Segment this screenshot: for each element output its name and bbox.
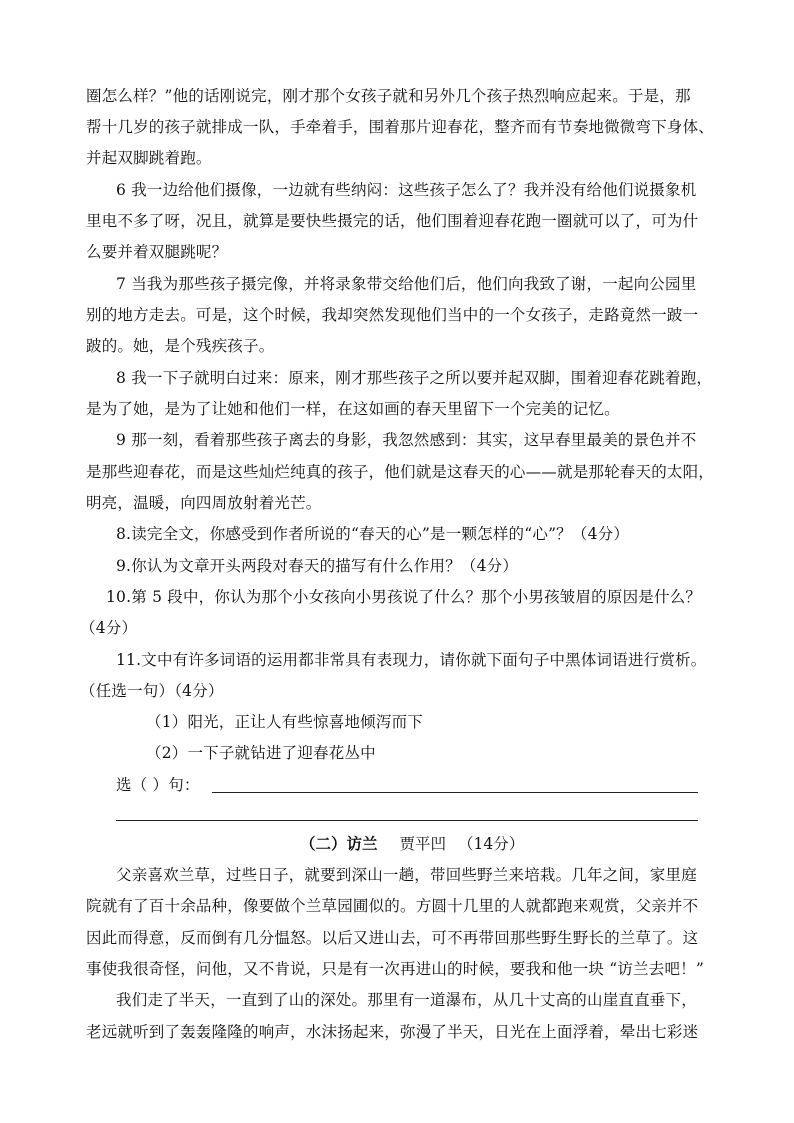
passage-line: 是那些迎春花，而是这些灿烂纯真的孩子，他们就是这春天的心——就是那轮春天的太阳， [86,463,715,481]
section-two-score: （14分） [458,835,525,853]
paragraph-6-start: 6 我一边给他们摄像，一边就有些纳闷：这些孩子怎么了？我并没有给他们说摄象机 [116,181,697,199]
paragraph-9-start: 9 那一刻，看着那些孩子离去的身影，我忽然感到：其实，这早春里最美的景色并不 [116,431,697,449]
question-9: 9.你认为文章开头两段对春天的描写有什么作用？（4分） [116,557,519,575]
passage-two-line: 院就有了百十余品种，像要做个兰草园圃似的。方圆十几里的人就都跑来观赏，父亲并不 [86,897,699,915]
answer-blank-line-2[interactable] [116,820,698,821]
question-8: 8.读完全文，你感受到作者所说的“春天的心”是一颗怎样的“心”？（4分） [116,525,630,543]
answer-prompt: 选（ ）句： [116,776,200,794]
passage-line: 别的地方走去。可是，这个时候，我却突然发现他们当中的一个女孩子，走路竟然一跛一 [86,306,699,324]
passage-line: 是为了她，是为了让她和他们一样，在这如画的春天里留下一个完美的记忆。 [86,400,620,418]
passage-line: 跛的。她，是个残疾孩子。 [86,337,275,355]
question-11-option-1: （1）阳光，正让人有些惊喜地倾泻而下 [146,713,423,731]
question-10: 10.第 5 段中，你认为那个小女孩向小男孩说了什么？那个小男孩皱眉的原因是什么？ [106,588,702,606]
passage-line: 圈怎么样？”他的话刚说完，刚才那个女孩子就和另外几个孩子热烈响应起来。于是，那 [86,87,691,105]
section-two-title: （二）访兰 [300,834,378,853]
passage-line: 明亮，温暖，向四周放射着光芒。 [86,494,322,512]
passage-two-paragraph-1-start: 父亲喜欢兰草，过些日子，就要到深山一趟，带回些野兰来培栽。几年之间，家里庭 [116,866,697,884]
passage-two-line: 因此而得意，反而倒有几分愠怒。以后又进山去，可不再带回那些野生野长的兰草了。这 [86,929,699,947]
question-11-option-2: （2）一下子就钻进了迎春花丛中 [146,744,376,762]
passage-two-paragraph-2-start: 我们走了半天，一直到了山的深处。那里有一道瀑布，从几十丈高的山崖直直垂下， [116,991,697,1009]
question-11: 11.文中有许多词语的运用都非常具有表现力，请你就下面句子中黑体词语进行赏析。 [116,651,707,669]
passage-two-line: 老远就听到了轰轰隆隆的响声，水沫扬起来，弥漫了半天，日光在上面浮着，晕出七彩迷 [86,1023,699,1041]
paragraph-7-start: 7 当我为那些孩子摄完像，并将录象带交给他们后，他们向我致了谢，一起向公园里 [116,275,697,293]
answer-blank-line[interactable] [212,792,698,793]
question-10-score: （4分） [80,619,138,637]
passage-line: 并起双脚跳着跑。 [86,149,212,167]
passage-line: 里电不多了呀，况且，就算是要快些摄完的话，他们围着迎春花跑一圈就可以了，可为什 [86,212,699,230]
passage-line: 帮十几岁的孩子就排成一队，手牵着手，围着那片迎春花，整齐而有节奏地微微弯下身体、 [86,118,715,136]
passage-line: 么要并着双腿跳呢？ [86,243,228,261]
passage-two-line: 事使我很奇怪，问他，又不肯说，只是有一次再进山的时候，要我和他一块 “访兰去吧！” [86,960,704,978]
section-two-author: 贾平凹 [399,835,447,853]
question-11-note: （任选一句）（4分） [80,682,224,700]
paragraph-8-start: 8 我一下子就明白过来：原来，刚才那些孩子之所以要并起双脚，围着迎春花跳着跑， [116,369,713,387]
section-two-heading [300,834,524,854]
